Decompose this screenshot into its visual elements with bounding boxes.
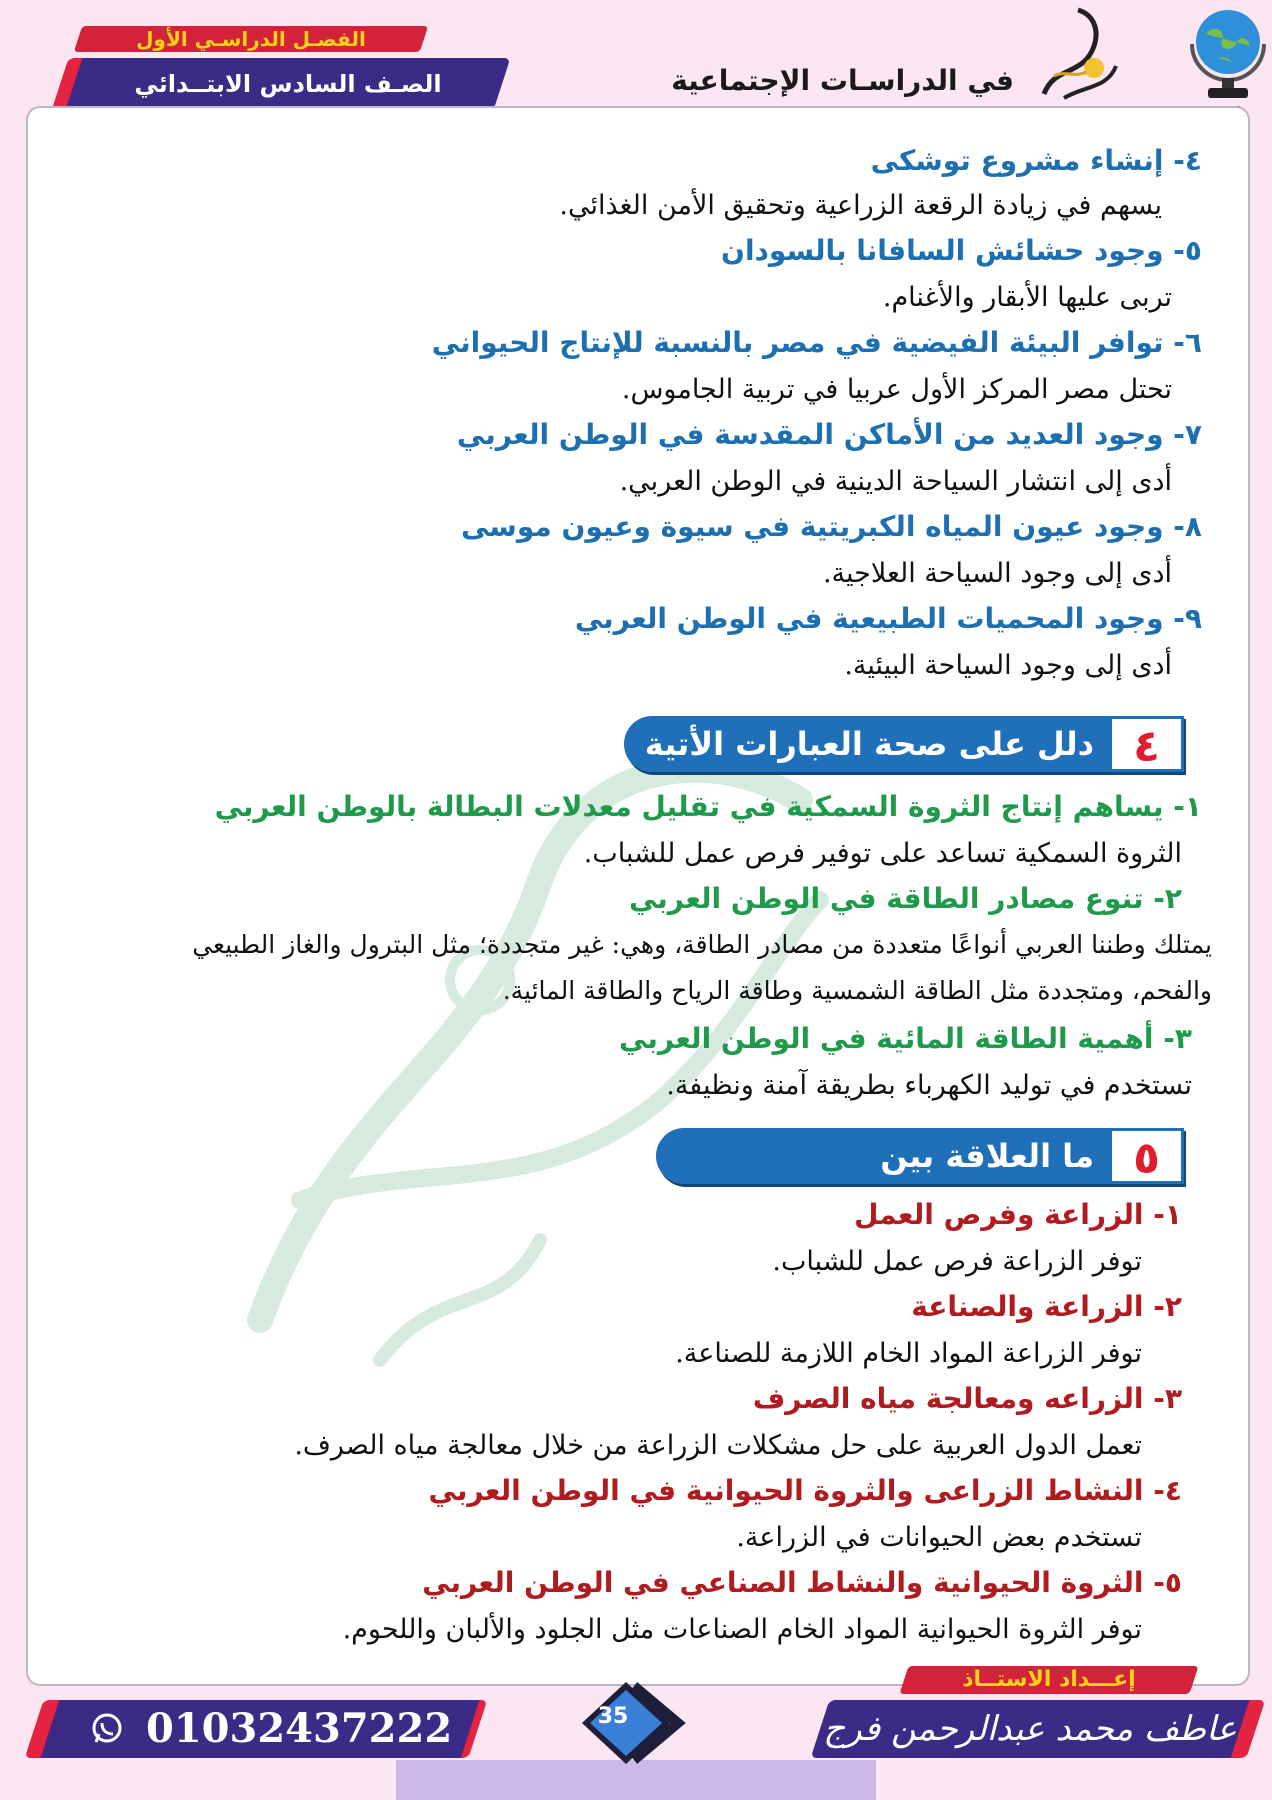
s5-a-2: توفر الزراعة المواد الخام اللازمة للصناعة. (675, 1338, 1142, 1369)
s4-a-2-line2: والفحم، ومتجددة مثل الطاقة الشمسية وطاقة الرياح والطاقة المائية. (502, 976, 1212, 1005)
section-5-number: ٥ (1112, 1128, 1184, 1184)
prev-q-5: ٥- وجود حشائش السافانا بالسودان (721, 234, 1202, 267)
s4-q-3: ٣- أهمية الطاقة المائية في الوطن العربي (618, 1022, 1192, 1055)
s4-q-2: ٢- تنوع مصادر الطاقة في الوطن العربي (628, 882, 1182, 915)
author-name: عاطف محمد عبدالرحمن فرج (823, 1709, 1237, 1749)
prev-q-9: ٩- وجود المحميات الطبيعية في الوطن العربي (574, 602, 1202, 635)
section-5-banner (656, 1128, 1184, 1184)
s4-q-1: ١- يساهم إنتاج الثروة السمكية في تقليل معدلات البطالة بالوطن العربي (214, 790, 1202, 823)
section-4-title: دلل على صحة العبارات الأتية (644, 725, 1094, 763)
section-5-title: ما العلاقة بين (880, 1137, 1094, 1175)
s4-a-1: الثروة السمكية تساعد على توفير فرص عمل للشباب. (583, 838, 1182, 869)
prev-a-4: يسهم في زيادة الرقعة الزراعية وتحقيق الأمن الغذائي. (559, 190, 1162, 221)
prev-a-7: أدى إلى انتشار السياحة الدينية في الوطن العربي. (619, 466, 1172, 497)
term-label (74, 26, 428, 52)
s4-a-2-line1: يمتلك وطننا العربي أنواعًا متعددة من مصادر الطاقة، وهي: غير متجددة؛ مثل البترول والغاز الطبيعي (192, 930, 1212, 959)
prev-a-8: أدى إلى وجود السياحة العلاجية. (822, 558, 1172, 589)
prev-q-7: ٧- وجود العديد من الأماكن المقدسة في الوطن العربي (456, 418, 1202, 451)
prev-a-5: تربى عليها الأبقار والأغنام. (882, 282, 1172, 313)
page-number: 35 (597, 1704, 629, 1729)
prev-a-6: تحتل مصر المركز الأول عربيا في تربية الجاموس. (621, 374, 1172, 405)
book-logo-icon (1034, 6, 1124, 104)
grade-text: الصـف السادس الابتــدائي (134, 70, 442, 98)
author-label (811, 1700, 1266, 1758)
s5-a-4: تستخدم بعض الحيوانات في الزراعة. (736, 1522, 1142, 1553)
s5-a-5: توفر الثروة الحيوانية المواد الخام الصناعات مثل الجلود والألبان واللحوم. (342, 1614, 1142, 1645)
term-text: الفصـل الدراسـي الأول (136, 27, 366, 51)
s5-q-5: ٥- الثروة الحيوانية والنشاط الصناعي في الوطن العربي (422, 1566, 1182, 1599)
whatsapp-icon (90, 1712, 124, 1746)
s4-a-3: تستخدم في توليد الكهرباء بطريقة آمنة ونظيفة. (666, 1070, 1192, 1101)
section-4-banner (624, 716, 1184, 772)
s5-q-1: ١- الزراعة وفرص العمل (854, 1198, 1182, 1231)
s5-q-3: ٣- الزراعه ومعالجة مياه الصرف (752, 1382, 1182, 1415)
phone-number: 01032437222 (146, 1705, 453, 1752)
grade-label (52, 58, 511, 110)
s5-q-2: ٢- الزراعة والصناعة (911, 1290, 1182, 1323)
s5-q-4: ٤- النشاط الزراعى والثروة الحيوانية في الوطن العربي (428, 1474, 1182, 1507)
prev-q-6: ٦- توافر البيئة الفيضية في مصر بالنسبة للإنتاج الحيواني (431, 326, 1202, 359)
subject-title: في الدراسـات الإجتماعية (671, 64, 1014, 97)
prev-q-4: ٤- إنشاء مشروع توشكى (870, 144, 1202, 177)
prepared-by-label (899, 1666, 1198, 1694)
s5-a-3: تعمل الدول العربية على حل مشكلات الزراعة من خلال معالجة مياه الصرف. (294, 1430, 1142, 1461)
globe-icon (1186, 4, 1270, 104)
section-4-number: ٤ (1112, 716, 1184, 772)
s5-a-1: توفر الزراعة فرص عمل للشباب. (772, 1246, 1142, 1277)
prev-q-8: ٨- وجود عيون المياه الكبريتية في سيوة وعيون موسى (460, 510, 1202, 543)
prepared-by-text: إعـــداد الاستــاذ (962, 1667, 1136, 1692)
prev-a-9: أدى إلى وجود السياحة البيئية. (844, 650, 1172, 681)
